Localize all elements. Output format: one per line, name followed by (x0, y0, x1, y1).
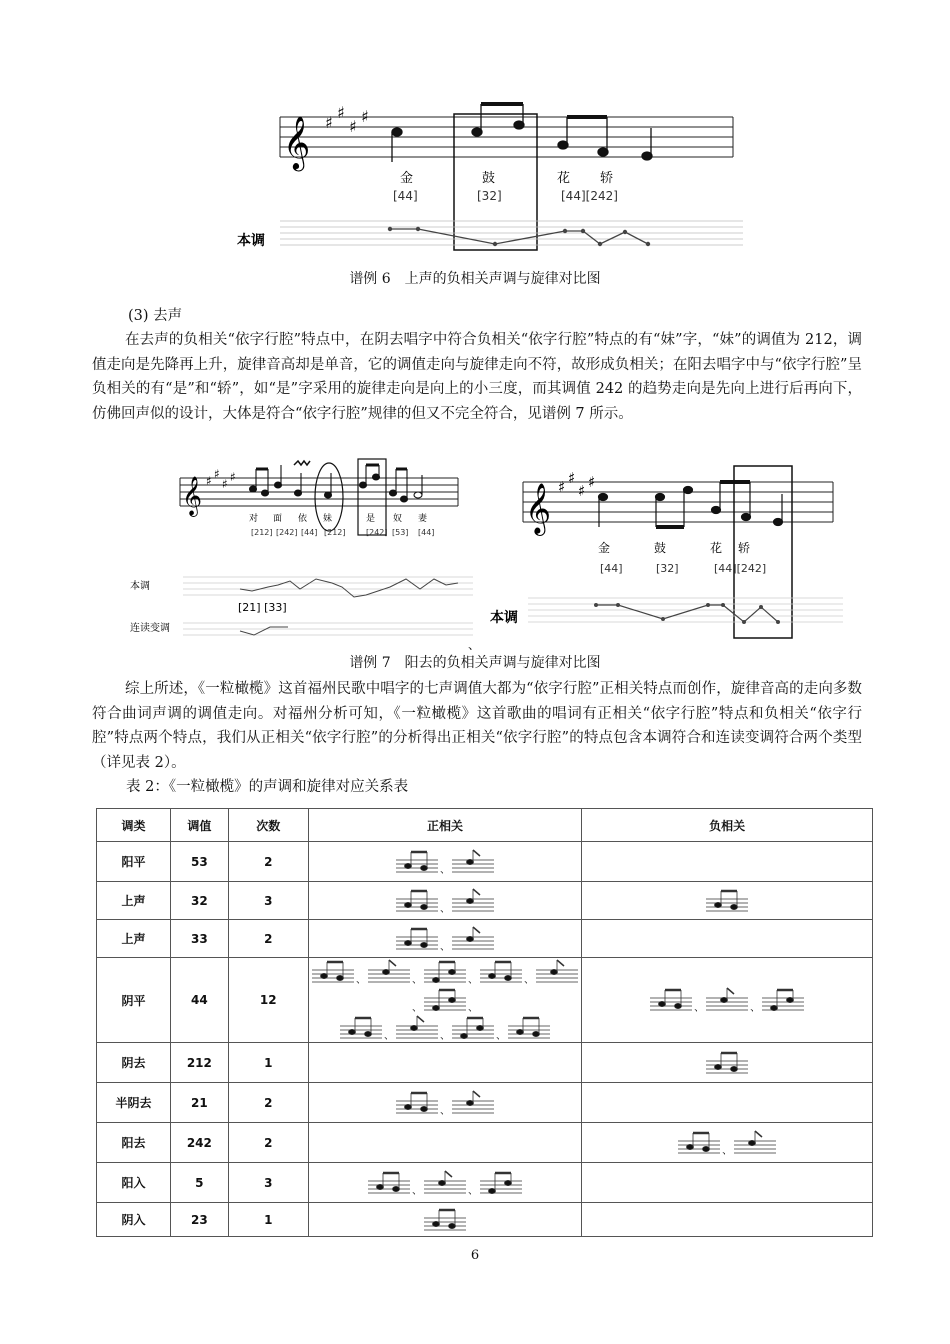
cell-count: 3 (228, 1163, 308, 1203)
section-heading: (3) 去声 (128, 308, 183, 324)
notation-snippet (394, 887, 440, 915)
notation-snippet (394, 1014, 440, 1042)
notation-snippet (450, 1014, 496, 1042)
cell-type: 阴平 (97, 958, 171, 1043)
notation-snippet (506, 1014, 552, 1042)
cell-count: 2 (228, 920, 308, 958)
notation-snippet (394, 848, 440, 876)
notation-snippet (394, 1089, 440, 1117)
figure-7-left-score (128, 455, 478, 645)
svg-text:♯: ♯ (568, 469, 576, 487)
notation-snippet (450, 925, 496, 953)
fig7-lyric: 面 (273, 514, 283, 524)
fig6-tone: [44] (393, 189, 418, 203)
fig6-tone: [44][242] (561, 189, 618, 203)
notation-snippet (704, 986, 750, 1014)
table-header-row (97, 809, 873, 842)
cell-value: 44 (170, 958, 228, 1043)
cell-positive (308, 1043, 582, 1083)
notation-snippet (422, 986, 468, 1014)
notation-snippet (676, 1129, 722, 1157)
tone-melody-table (96, 808, 873, 1237)
fig6-lyric: 鼓 (482, 171, 496, 186)
cell-negative (582, 1043, 873, 1083)
fig7-right-tone: [44][242] (714, 562, 767, 575)
cell-count: 3 (228, 882, 308, 920)
paragraph-2: 综上所述，《一粒橄榄》这首福州民歌中唱字的七声调值大都为“依字行腔”正相关特点而创作，旋律音高的走向多数符合曲词声调的调值走向。对福州分析可知，《一粒橄榄》这首歌曲的唱词有正相关“依字行腔”特点和负相关“依字行腔”特点两个特点，我们从正相关“依字行腔”的分析得出正相关“依字行腔”的特点包含本调符合和连读变调符合两个类型（详见表 2）。 (92, 681, 862, 771)
fig7-label-liandu: 连读变调 (130, 623, 170, 634)
treble-clef-icon: 𝄞 (182, 476, 203, 516)
table-row (97, 920, 873, 958)
th-count: 次数 (228, 809, 308, 842)
cell-value: 242 (170, 1123, 228, 1163)
fig7-tone: [242] (366, 528, 388, 537)
table-row (97, 1203, 873, 1237)
cell-negative (582, 882, 873, 920)
cell-value: 32 (170, 882, 228, 920)
cell-negative (582, 920, 873, 958)
cell-count: 2 (228, 1083, 308, 1123)
fig6-lyric: 金 (400, 171, 414, 186)
figure-6-score (225, 100, 745, 255)
cell-positive: 、 、 (308, 1163, 582, 1203)
svg-text:♯: ♯ (349, 117, 357, 136)
cell-type: 半阴去 (97, 1083, 171, 1123)
cell-positive: 、 (308, 1083, 582, 1123)
treble-clef-icon: 𝄞 (525, 483, 552, 534)
fig6-lyric: 花 (557, 171, 571, 186)
fig7-tone: [53] (392, 528, 409, 537)
fig7-right-lyric: 鼓 (654, 541, 667, 555)
cell-positive: 、 (308, 882, 582, 920)
notation-snippet (450, 887, 496, 915)
figure-7-right-score (488, 462, 848, 642)
cell-positive: 、 (308, 842, 582, 882)
figure-6-caption: 谱例 6 上声的负相关声调与旋律对比图 (349, 271, 601, 287)
svg-text:♯: ♯ (206, 474, 212, 488)
cell-type: 上声 (97, 920, 171, 958)
figure-7-caption: 谱例 7 阳去的负相关声调与旋律对比图 (349, 655, 601, 671)
cell-value: 33 (170, 920, 228, 958)
fig7-right-label: 本调 (490, 610, 518, 626)
fig7-tone: [44] (418, 528, 435, 537)
notation-snippet (760, 986, 806, 1014)
table-row (97, 882, 873, 920)
cell-negative (582, 1203, 873, 1237)
fig7-tone: [242] (276, 528, 298, 537)
notation-snippet (534, 958, 580, 986)
paragraph-1: 在去声的负相关“依字行腔”特点中，在阴去唱字中符合负相关“依字行腔”特点的有“妹”字，“妹”的调值为 212，调值走向是先降再上升，旋律音高却是单音，它的调值走向与旋律走向不符，故形成负相关；在阳去唱字中与“依字行腔”呈负相关的有“是”和“轿”，如“是”字采用的旋律走向是向上的小三度，而其调值 242 的趋势走向是先向上进行后再向下，仿佛回声似的设计，大体是符合“依字行腔”规律的但又不完全符合，见谱例 7 所示。 (92, 332, 862, 422)
cell-type: 阳平 (97, 842, 171, 882)
page-number: 6 (470, 1248, 480, 1263)
svg-text:♯: ♯ (337, 103, 345, 122)
treble-clef-icon: 𝄞 (283, 115, 311, 169)
notation-snippet (394, 925, 440, 953)
table-row (97, 1043, 873, 1083)
fig7-lyric: 是 (366, 514, 376, 524)
cell-type: 阴去 (97, 1043, 171, 1083)
svg-text:♯: ♯ (578, 482, 586, 500)
cell-type: 上声 (97, 882, 171, 920)
table-row (97, 958, 873, 1043)
notation-snippet (478, 1169, 524, 1197)
notation-snippet (422, 1169, 468, 1197)
svg-text:♯: ♯ (222, 477, 228, 491)
cell-type: 阳入 (97, 1163, 171, 1203)
cell-negative (582, 1163, 873, 1203)
fig7-label-bendiao: 本调 (130, 581, 150, 592)
notation-snippet (450, 1089, 496, 1117)
notation-snippet (704, 1049, 750, 1077)
notation-snippet (366, 958, 412, 986)
fig7-tone: [212] (324, 528, 346, 537)
cell-count: 2 (228, 842, 308, 882)
svg-text:♯: ♯ (588, 473, 596, 491)
th-negative: 负相关 (582, 809, 873, 842)
fig6-tone: [32] (477, 189, 502, 203)
cell-value: 5 (170, 1163, 228, 1203)
svg-text:♯: ♯ (558, 478, 566, 496)
cell-negative (582, 1083, 873, 1123)
svg-text:♯: ♯ (361, 107, 369, 126)
notation-snippet (422, 958, 468, 986)
cell-count: 12 (228, 958, 308, 1043)
cell-negative: 、 (582, 1123, 873, 1163)
th-value: 调值 (170, 809, 228, 842)
notation-snippet (450, 848, 496, 876)
cell-value: 23 (170, 1203, 228, 1237)
cell-negative (582, 842, 873, 882)
notation-snippet (648, 986, 694, 1014)
fig7-right-tone: [32] (656, 562, 679, 575)
fig6-lyric: 轿 (600, 171, 614, 186)
fig7-tone: [44] (301, 528, 318, 537)
notation-snippet (478, 958, 524, 986)
cell-positive: 、 、 、 、、 、 、 、 、 (308, 958, 582, 1043)
fig7-right-lyric: 轿 (738, 541, 751, 555)
fig7-lyric: 对 (249, 514, 259, 524)
table-row (97, 842, 873, 882)
svg-text:♯: ♯ (230, 470, 236, 484)
svg-text:♯: ♯ (325, 113, 333, 132)
cell-type: 阳去 (97, 1123, 171, 1163)
cell-value: 212 (170, 1043, 228, 1083)
notation-snippet (310, 958, 356, 986)
fig7-right-lyric: 金 (598, 541, 611, 555)
notation-snippet (732, 1129, 778, 1157)
table-title: 表 2：《一粒橄榄》的声调和旋律对应关系表 (126, 779, 409, 795)
notation-snippet (366, 1169, 412, 1197)
th-positive: 正相关 (308, 809, 582, 842)
fig7-lyric: 奴 (393, 514, 403, 524)
fig7-sub-tones: [21] [33] (238, 601, 287, 614)
cell-count: 2 (228, 1123, 308, 1163)
cell-positive: 、 (308, 920, 582, 958)
cell-negative: 、 、 (582, 958, 873, 1043)
table-row (97, 1163, 873, 1203)
fig6-contour-label: 本调 (237, 233, 265, 249)
cell-value: 21 (170, 1083, 228, 1123)
figure-sep: 、 (468, 638, 481, 652)
fig7-right-tone: [44] (600, 562, 623, 575)
cell-positive (308, 1123, 582, 1163)
cell-count: 1 (228, 1203, 308, 1237)
th-type: 调类 (97, 809, 171, 842)
table-row (97, 1083, 873, 1123)
cell-count: 1 (228, 1043, 308, 1083)
fig7-right-lyric: 花 (710, 541, 723, 555)
fig7-lyric: 妹 (323, 514, 333, 524)
fig7-tone: [212] (251, 528, 273, 537)
cell-value: 53 (170, 842, 228, 882)
cell-type: 阴入 (97, 1203, 171, 1237)
cell-positive (308, 1203, 582, 1237)
fig7-lyric: 依 (298, 514, 308, 524)
fig7-lyric: 妻 (418, 514, 428, 524)
notation-snippet (338, 1014, 384, 1042)
notation-snippet (422, 1206, 468, 1234)
svg-text:♯: ♯ (214, 467, 220, 481)
table-row (97, 1123, 873, 1163)
notation-snippet (704, 887, 750, 915)
